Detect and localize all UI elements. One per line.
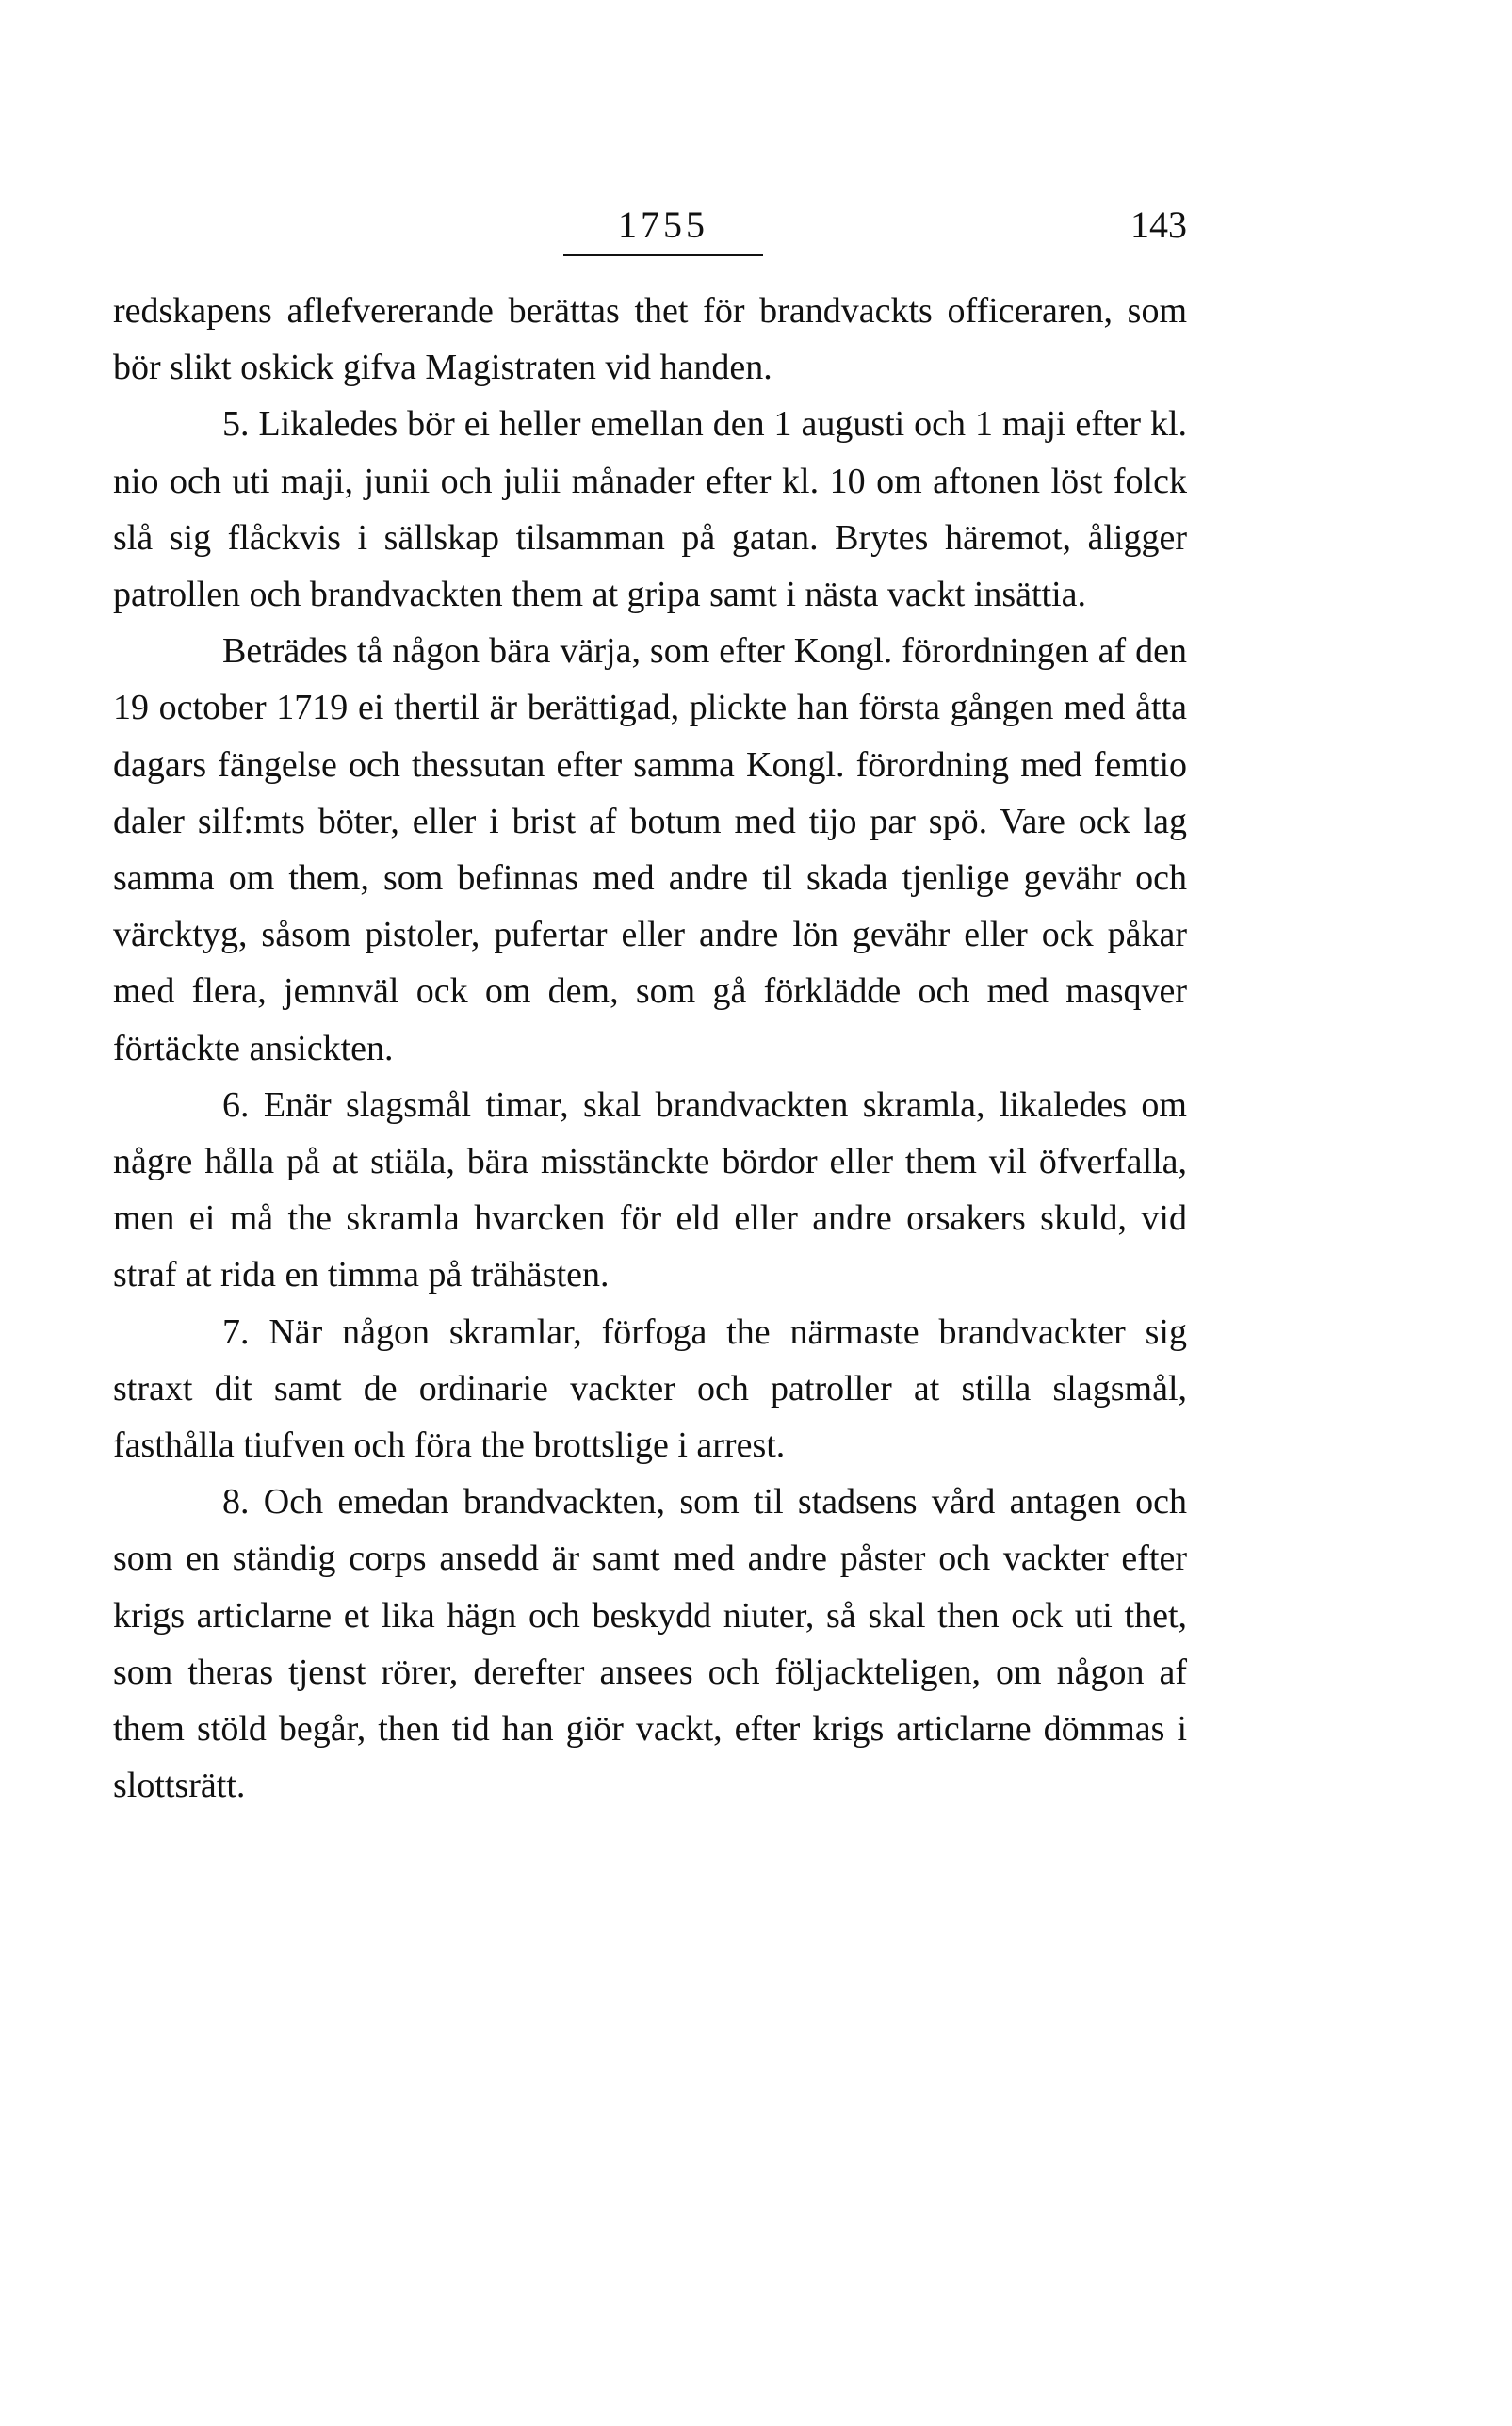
paragraph-weapons: Beträdes tå någon bära värja, som efter Kongl. förordningen af den 19 october 1719 ei thertil är berättigad, plickte han första gången med åtta dagars fängelse och thessutan efter samma Kongl. förordning med femtio daler silf:mts böter, eller i brist af botum med tijo par spö. Vare ock lag samma om them, som befinnas med andre til skada tjenlige gevähr och värcktyg, såsom pistoler, pufertar eller andre lön gevähr eller ock påkar med flera, jemnväl ock om dem, som gå förklädde och med masqver förtäckte ansickten. [113,631,1187,1068]
running-head-year: 1755 [618,204,708,246]
paragraph-section-8: 8. Och emedan brandvackten, som til stadsens vård antagen och som en ständig corps ansedd är samt med andre påster och vackter efter krigs articlarne et lika hägn och beskydd niuter, så skal then ock uti thet, som theras tjenst rörer, derefter ansees och följackteligen, om någon af them stöld begår, then tid han giör vackt, efter krigs articlarne dömmas i slottsrätt. [113,1482,1187,1806]
paragraph-section-5: 5. Likaledes bör ei heller emellan den 1 augusti och 1 maji efter kl. nio och uti maji, junii och julii månader efter kl. 10 om aftonen löst folck slå sig flåckvis i sällskap tilsamman på gatan. Brytes häremot, åligger patrollen och brandvackten them at gripa samt i nästa vackt insättia. [113,404,1187,615]
paragraph-section-7: 7. När någon skramlar, förfoga the närmaste brandvackter sig straxt dit samt de ordinarie vackter och patroller at stilla slagsmål, fasthålla tiufven och föra the brottslige i arrest. [113,1311,1187,1466]
paragraph-continuation: redskapens aflefvererande berättas thet för brandvackts officeraren, som bör slikt oskick gifva Magistraten vid handen. [113,291,1187,388]
paragraph-section-6: 6. Enär slagsmål timar, skal brandvackten skramla, likaledes om någre hålla på at stiäla, bära misstänckte bördor eller them vil öfverfalla, men ei må the skramla hvarcken för eld eller andre orsakers skuld, vid straf at rida en timma på trähästen. [113,1084,1187,1295]
year-underline [563,254,763,256]
page-header [113,200,1187,256]
body-text [113,283,1187,1814]
page-number: 143 [1130,204,1187,246]
